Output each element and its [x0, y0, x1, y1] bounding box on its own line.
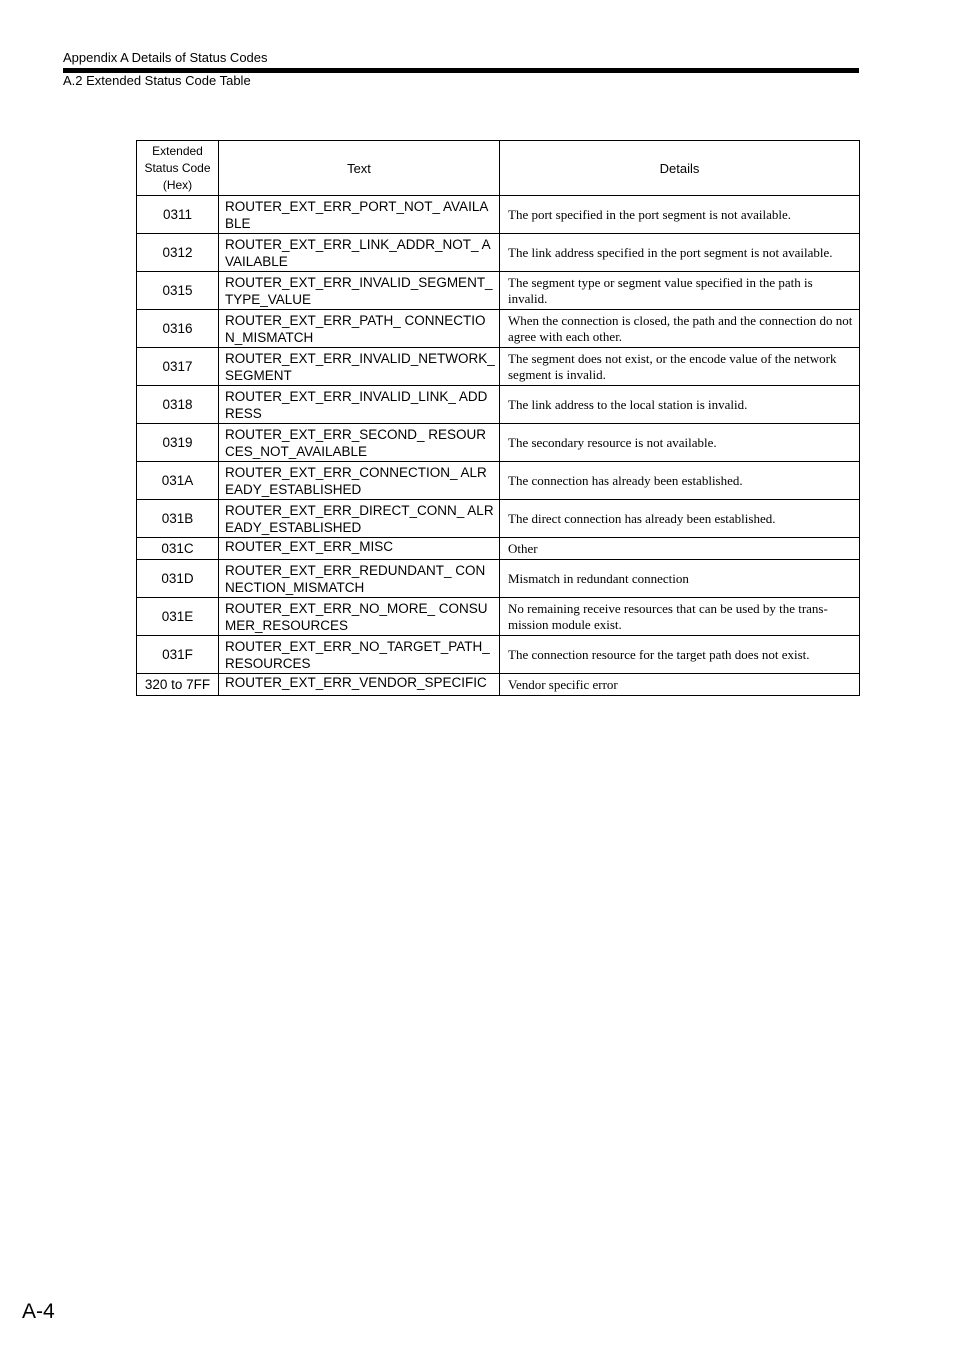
error-text-cell: ROUTER_EXT_ERR_SECOND_ RESOURCES_NOT_AVAILABLE — [219, 424, 500, 462]
status-code-cell: 031E — [137, 598, 219, 636]
table-row — [137, 386, 860, 424]
error-text-cell: ROUTER_EXT_ERR_CONNECTION_ ALREADY_ESTABLISHED — [219, 462, 500, 500]
details-cell: The direct connection has already been established. — [500, 500, 860, 538]
error-text-cell: ROUTER_EXT_ERR_INVALID_LINK_ ADDRESS — [219, 386, 500, 424]
details-cell: Other — [500, 538, 860, 560]
details-cell: The segment does not exist, or the encode value of the network segment is invalid. — [500, 348, 860, 386]
table-row — [137, 234, 860, 272]
header-text: Text — [219, 141, 500, 196]
header-code-line2: Status Code — [144, 160, 211, 175]
running-header-section: A.2 Extended Status Code Table — [63, 73, 251, 88]
details-cell: The segment type or segment value specified in the path is invalid. — [500, 272, 860, 310]
table-row — [137, 560, 860, 598]
table-row — [137, 674, 860, 696]
error-text-cell: ROUTER_EXT_ERR_REDUNDANT_ CONNECTION_MISMATCH — [219, 560, 500, 598]
details-cell: The port specified in the port segment is not available. — [500, 196, 860, 234]
header-code-line3: (Hex) — [162, 177, 193, 192]
status-code-cell: 0317 — [137, 348, 219, 386]
table-row — [137, 636, 860, 674]
error-text-cell: ROUTER_EXT_ERR_PATH_ CONNECTION_MISMATCH — [219, 310, 500, 348]
status-code-cell: 0315 — [137, 272, 219, 310]
error-text-cell: ROUTER_EXT_ERR_NO_MORE_ CONSUMER_RESOURCES — [219, 598, 500, 636]
details-cell: The connection has already been established. — [500, 462, 860, 500]
status-code-cell: 0312 — [137, 234, 219, 272]
table-row — [137, 310, 860, 348]
error-text-cell: ROUTER_EXT_ERR_NO_TARGET_PATH_ RESOURCES — [219, 636, 500, 674]
details-cell: Vendor specific error — [500, 674, 860, 696]
details-cell: The connection resource for the target path does not exist. — [500, 636, 860, 674]
table-header-row — [137, 141, 860, 196]
status-code-cell: 0319 — [137, 424, 219, 462]
table-row — [137, 462, 860, 500]
error-text-cell: ROUTER_EXT_ERR_VENDOR_SPECIFIC — [219, 674, 500, 696]
error-text-cell: ROUTER_EXT_ERR_DIRECT_CONN_ ALREADY_ESTABLISHED — [219, 500, 500, 538]
details-cell: The secondary resource is not available. — [500, 424, 860, 462]
status-code-cell: 320 to 7FF — [137, 674, 219, 696]
page-number: A-4 — [22, 1300, 55, 1323]
status-code-cell: 031D — [137, 560, 219, 598]
table-row — [137, 500, 860, 538]
status-code-cell: 0316 — [137, 310, 219, 348]
table-row — [137, 348, 860, 386]
error-text-cell: ROUTER_EXT_ERR_INVALID_NETWORK_ SEGMENT — [219, 348, 500, 386]
header-code-line1: Extended — [152, 143, 203, 158]
table-row — [137, 538, 860, 560]
error-text-cell: ROUTER_EXT_ERR_LINK_ADDR_NOT_ AVAILABLE — [219, 234, 500, 272]
running-header-chapter: Appendix A Details of Status Codes — [63, 50, 268, 65]
status-code-cell: 031C — [137, 538, 219, 560]
details-cell: When the connection is closed, the path and the connection do not agree with each other. — [500, 310, 860, 348]
status-code-cell: 0318 — [137, 386, 219, 424]
error-text-cell: ROUTER_EXT_ERR_PORT_NOT_ AVAILABLE — [219, 196, 500, 234]
details-cell: The link address specified in the port segment is not available. — [500, 234, 860, 272]
header-extended-status-code — [137, 141, 219, 196]
header-details: Details — [500, 141, 860, 196]
status-code-cell: 031F — [137, 636, 219, 674]
table-row — [137, 272, 860, 310]
details-cell: No remaining receive resources that can be used by the trans- mission module exist. — [500, 598, 860, 636]
details-cell: Mismatch in redundant connection — [500, 560, 860, 598]
status-code-cell: 0311 — [137, 196, 219, 234]
table-row — [137, 424, 860, 462]
table-row — [137, 598, 860, 636]
status-code-cell: 031A — [137, 462, 219, 500]
details-cell: The link address to the local station is invalid. — [500, 386, 860, 424]
status-code-cell: 031B — [137, 500, 219, 538]
table-row — [137, 196, 860, 234]
error-text-cell: ROUTER_EXT_ERR_INVALID_SEGMENT_ TYPE_VALUE — [219, 272, 500, 310]
error-text-cell: ROUTER_EXT_ERR_MISC — [219, 538, 500, 560]
extended-status-code-table — [136, 140, 860, 696]
